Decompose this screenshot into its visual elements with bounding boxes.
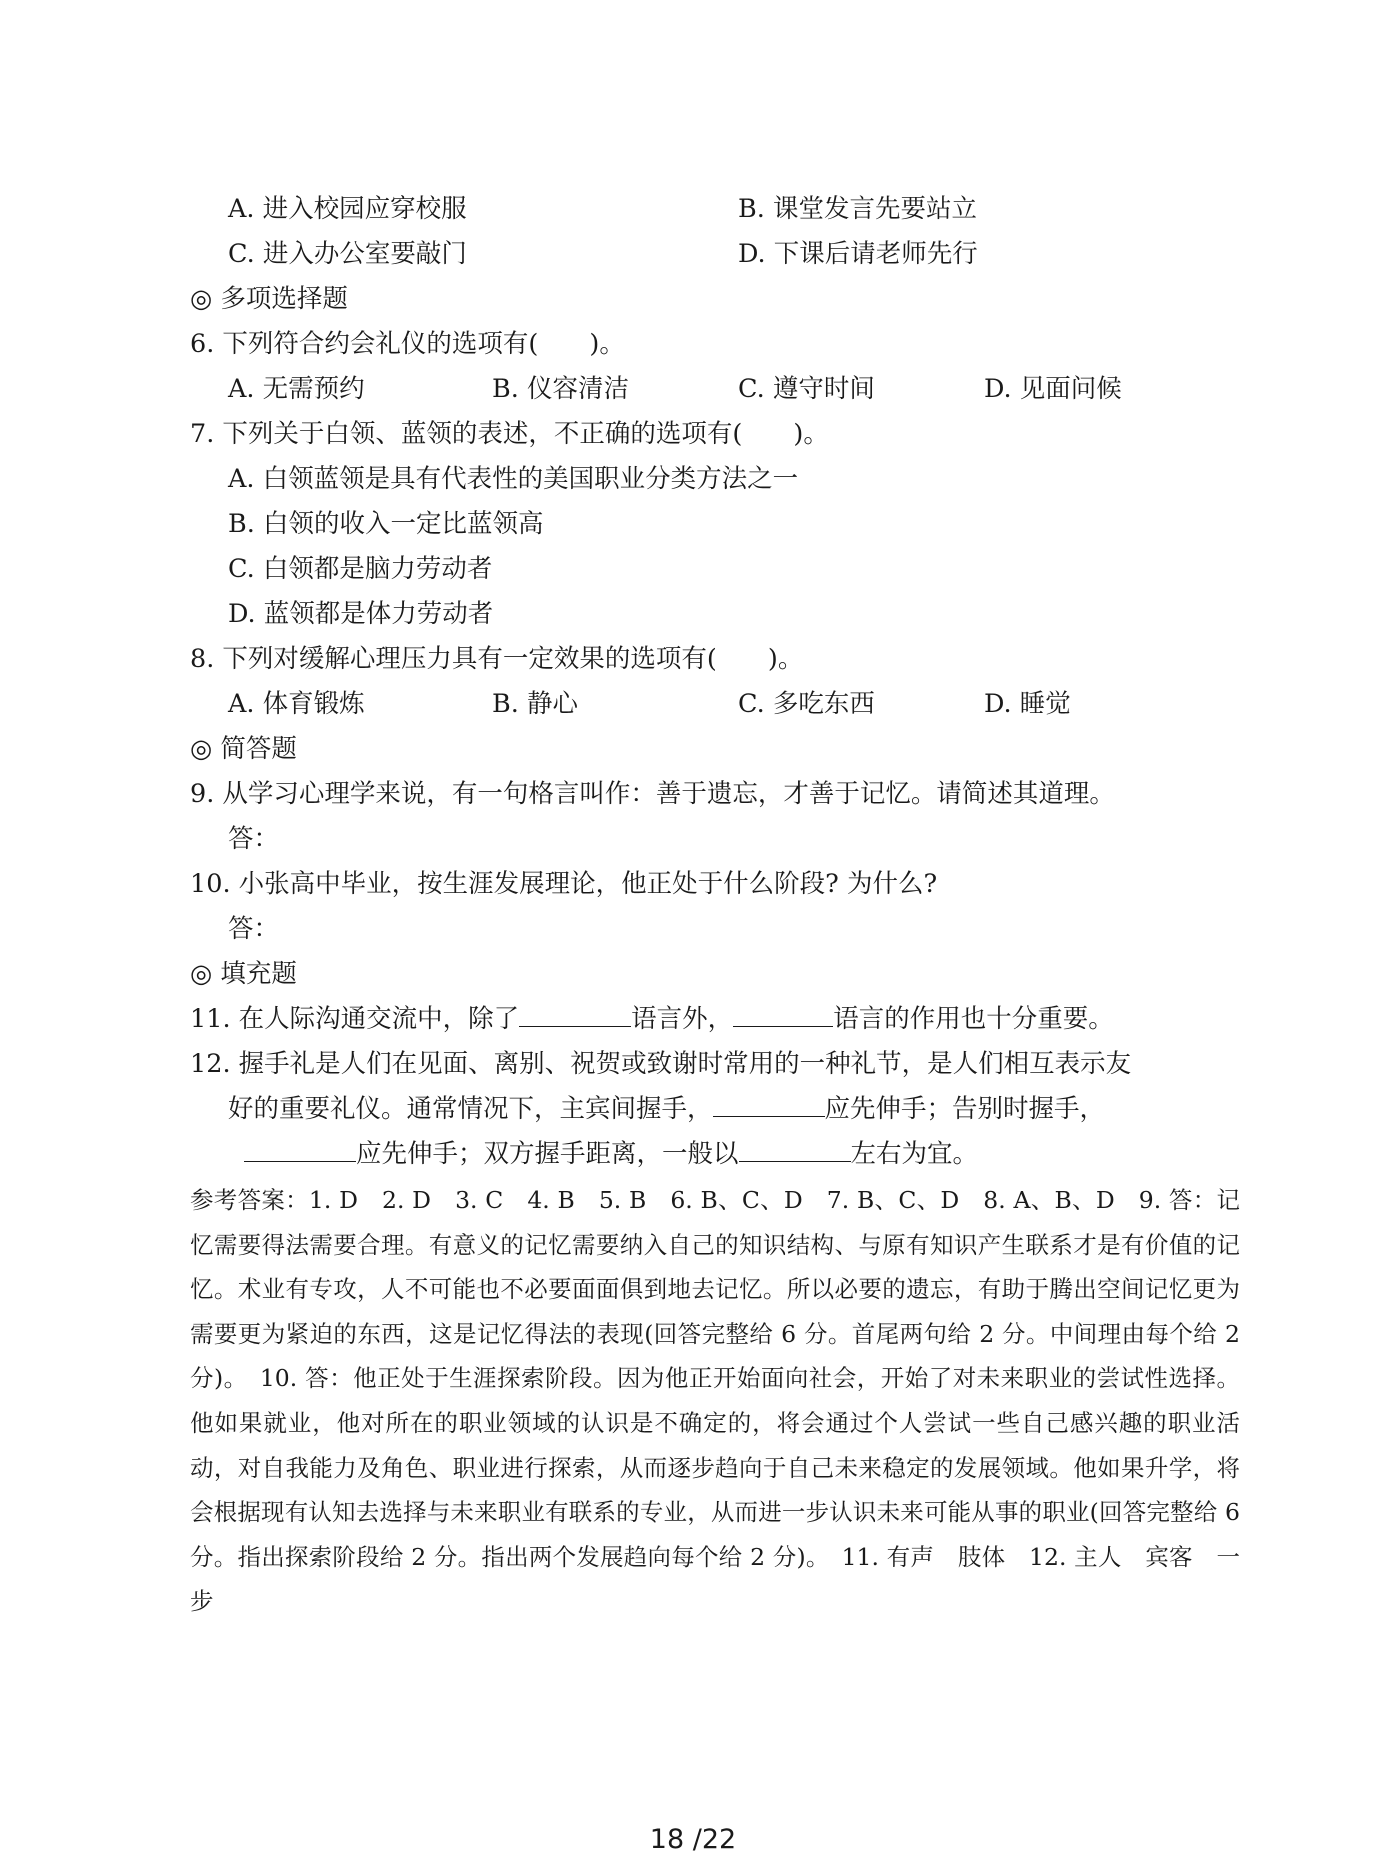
page-number: 18 /22 (649, 1824, 737, 1855)
q7-option-a: A. 白领蓝领是具有代表性的美国职业分类方法之一 (228, 464, 799, 494)
q11-mid: 语言外， (631, 1004, 734, 1034)
q12-line2-suffix: 应先伸手；告别时握手， (824, 1094, 1106, 1124)
q7-option-c: C. 白领都是脑力劳动者 (228, 554, 493, 584)
q11-blank-2 (733, 1002, 833, 1027)
q5-option-b: B. 课堂发言先要站立 (738, 194, 977, 224)
q6-option-a: A. 无需预约 (228, 374, 365, 404)
q5-option-d: D. 下课后请老师先行 (738, 239, 978, 269)
reference-answers-text: 参考答案：1. D 2. D 3. C 4. B 5. B 6. B、C、D 7. B、C、D 8. A、B、D 9. 答：记忆需要得法需要合理。有意义的记忆需要纳入自己的知识结构、与原有知识产生联系才是有价值的记忆。术业有专攻，人不可能也不必要面面俱到地去记忆。所以必要的遗忘，有助于腾出空间记忆更为需要更为紧迫的东西，这是记忆得法的表现(回答完整给 6 分。首尾两句给 2 分。中间理由每个给 2 分)。 10. 答：他正处于生涯探索阶段。因为他正开始面向社会，开始了对未来职业的尝试性选择。他如果就业，他对所在的职业领域的认识是不确定的，将会通过个人尝试一些自己感兴趣的职业活动，对自我能力及角色、职业进行探索，从而逐步趋向于自己未来稳定的发展领域。他如果升学，将会根据现有认知去选择与未来职业有联系的专业，从而进一步认识未来可能从事的职业(回答完整给 6 分。指出探索阶段给 2 分。指出两个发展趋向每个给 2 分)。 11. 有声 肢体 12. 主人 宾客 一步 (190, 1186, 1240, 1616)
q5-option-a: A. 进入校园应穿校服 (228, 194, 467, 224)
q11-suffix: 语言的作用也十分重要。 (833, 1004, 1114, 1034)
q10-answer-label: 答： (228, 914, 280, 944)
q6-option-d: D. 见面问候 (984, 374, 1122, 404)
q6-option-c: C. 遵守时间 (738, 374, 875, 404)
q12-line3-suffix: 左右为宜。 (850, 1139, 979, 1169)
q12-blank-1 (713, 1092, 825, 1117)
q8-option-b: B. 静心 (492, 689, 578, 719)
question-12-line-2 (228, 1092, 1105, 1126)
q11-prefix: 11. 在人际沟通交流中，除了 (190, 1004, 520, 1034)
q9-answer-label: 答： (228, 824, 280, 854)
q11-blank-1 (519, 1002, 631, 1027)
q8-option-d: D. 睡觉 (984, 689, 1071, 719)
question-7: 7. 下列关于白领、蓝领的表述，不正确的选项有( )。 (190, 419, 829, 449)
section-heading-multiple-choice: ◎ 多项选择题 (190, 284, 348, 314)
q7-option-b: B. 白领的收入一定比蓝领高 (228, 509, 544, 539)
q12-blank-2 (244, 1137, 356, 1162)
q6-option-b: B. 仪容清洁 (492, 374, 629, 404)
question-12-line-3 (244, 1137, 978, 1171)
question-6: 6. 下列符合约会礼仪的选项有( )。 (190, 329, 625, 359)
q5-option-c: C. 进入办公室要敲门 (228, 239, 467, 269)
q12-line2-prefix: 好的重要礼仪。通常情况下，主宾间握手， (228, 1094, 713, 1124)
question-11 (190, 1002, 1114, 1036)
q12-line3-mid: 应先伸手；双方握手距离，一般以 (356, 1139, 739, 1169)
question-8: 8. 下列对缓解心理压力具有一定效果的选项有( )。 (190, 644, 804, 674)
q7-option-d: D. 蓝领都是体力劳动者 (228, 599, 494, 629)
q12-blank-3 (739, 1137, 851, 1162)
q8-option-a: A. 体育锻炼 (228, 689, 365, 719)
question-10: 10. 小张高中毕业，按生涯发展理论，他正处于什么阶段? 为什么? (190, 869, 938, 899)
reference-answers (190, 1178, 1240, 1624)
section-heading-short-answer: ◎ 简答题 (190, 734, 297, 764)
question-9: 9. 从学习心理学来说，有一句格言叫作：善于遗忘，才善于记忆。请简述其道理。 (190, 779, 1115, 809)
section-heading-fill-in: ◎ 填充题 (190, 959, 297, 989)
question-12-line-1: 12. 握手礼是人们在见面、离别、祝贺或致谢时常用的一种礼节，是人们相互表示友 (190, 1049, 1132, 1079)
q8-option-c: C. 多吃东西 (738, 689, 875, 719)
